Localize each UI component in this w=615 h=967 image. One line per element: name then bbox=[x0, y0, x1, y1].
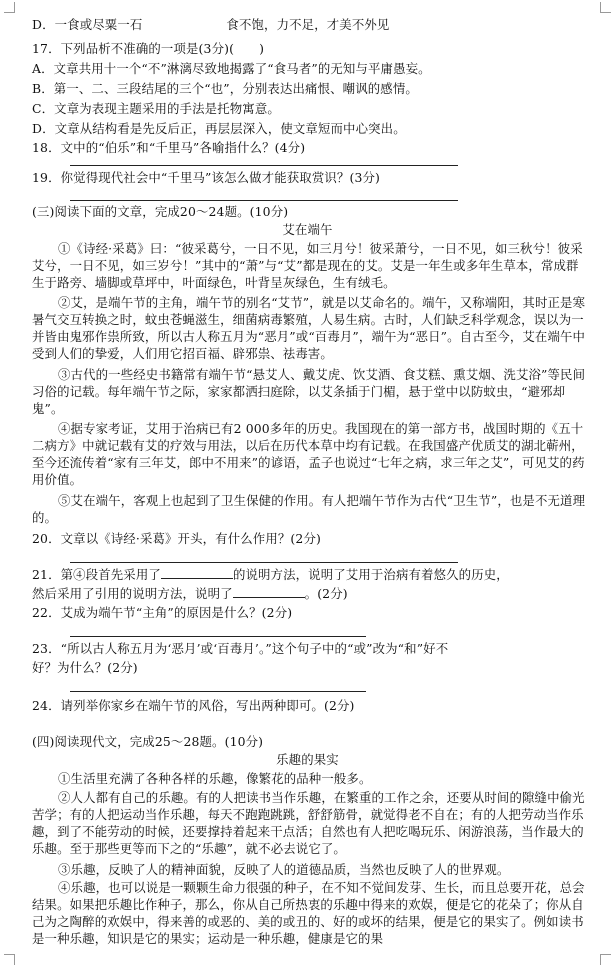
question-21-part-b: 的说明方法，说明了艾用于治病有着悠久的历史， bbox=[232, 567, 509, 582]
paragraph-r4: ④乐趣，也可以说是一颗颗生命力很强的种子，在不知不觉间发芽、生长，而且总要开花，总会结果。如果把乐趣比作种子，那么，你从自己所热衷的乐趣中得来的欢娱，便是它的花朵了；你从自己为之陶醉的欢娱中，得来善的或恶的、美的或丑的、好的或坏的结果，便是它的果实了。例如读书是一种乐趣，知识是它的果实；运动是一种乐趣，健康是它的果 bbox=[32, 880, 585, 946]
question-19: 19．你觉得现代社会中“千里马”该怎么做才能获取赏识？(3分) bbox=[32, 170, 381, 185]
question-24: 24．请列举你家乡在端午节的风俗，写出两种即可。(2分) bbox=[32, 698, 355, 713]
answer-blank-21-1[interactable] bbox=[161, 566, 233, 579]
answer-line-20[interactable] bbox=[70, 562, 458, 563]
paragraph-r2: ②人人都有自己的乐趣。有的人把读书当作乐趣，在繁重的工作之余，还要从时间的隙缝中偷光苦学；有的人把运动当作乐趣，每天不跑跑跳跳，舒舒筋骨，就觉得老不自在；有的人把劳动当作乐趣，到了不能劳动的时候，还要撑持着起来干点活；自然也有人把吃喝玩乐、闲游浪荡，当作最大的乐趣。至于那些更等而下之的“乐趣”，就不必去说它了。 bbox=[32, 790, 585, 856]
article-title-4: 乐趣的果实 bbox=[276, 752, 339, 767]
question-17-option-d: D．文章从结构看是先反后正，再层层深入，使文章短而中心突出。 bbox=[32, 121, 406, 136]
question-21-part-d: 。(2分) bbox=[304, 586, 348, 601]
option-d-row bbox=[32, 16, 588, 33]
option-d-left: D．一食或尽粟一石 bbox=[32, 17, 143, 32]
paragraph-4: ④据专家考证，艾用于治病已有2 000多年的历史。我国现在的第一部方书，战国时期的《五十二病方》中就记载有艾的疗效与用法，以后在历代本草中均有记载。在我国盛产优质艾的湖北蕲州，至今还流传着“家有三年艾，郎中不用来”的谚语，孟子也说过“七年之病，求三年之艾”，可见艾的药用价值。 bbox=[32, 421, 585, 487]
question-17-option-c: C．文章为表现主题采用的手法是托物寓意。 bbox=[32, 101, 280, 116]
crop-mark-bottom-right bbox=[600, 954, 611, 965]
paragraph-2: ②艾，是端午节的主角，端午节的别名“艾节”，就是以艾命名的。端午，又称端阳，其时正是寒暑气交互转换之时，蚊虫苍蝇滋生，细菌病毒繁殖，人易生病。古时，人们缺乏科学观念，误以为一并皆由鬼邪作祟所致，所以古人称五月为“恶月”或“百毒月”，端午为“恶日”。自古至今，艾在端午中受到人们的挚爱，人们用它招百福、辟邪祟、祛毒害。 bbox=[32, 295, 586, 361]
paragraph-3: ③古代的一些经史书籍常有端午节“悬艾人、戴艾虎、饮艾酒、食艾糕、熏艾烟、洗艾浴”等民间习俗的记载。每年端午节之际，家家都洒扫庭除，以艾条插于门楣，悬于堂中以防蚊虫，“避邪却鬼”。 bbox=[32, 367, 586, 416]
question-21-part-a: 21．第④段首先采用了 bbox=[32, 567, 161, 582]
crop-mark-top-left bbox=[4, 2, 15, 13]
question-21-line-2 bbox=[32, 585, 588, 602]
question-20: 20．文章以《诗经·采葛》开头，有什么作用？(2分) bbox=[32, 531, 321, 546]
question-23-line-2: 好？为什么？(2分) bbox=[32, 660, 138, 675]
answer-line-22[interactable] bbox=[70, 636, 366, 637]
answer-blank-21-2[interactable] bbox=[233, 585, 305, 598]
crop-mark-bottom-left bbox=[4, 954, 15, 965]
question-22: 22．艾成为端午节“主角”的原因是什么？(2分) bbox=[32, 605, 293, 620]
question-23-line-1: 23．“所以古人称五月为‘恶月’或‘百毒月’。”这个句子中的“或”改为“和”好不 bbox=[32, 641, 449, 656]
crop-mark-top-right bbox=[600, 2, 611, 13]
question-17-option-a: A．文章共用十一个“不”淋漓尽致地揭露了“食马者”的无知与平庸愚妄。 bbox=[32, 61, 431, 76]
paragraph-r3: ③乐趣，反映了人的精神面貌，反映了人的道德品质，当然也反映了人的世界观。 bbox=[58, 862, 510, 877]
paragraph-1: ①《诗经·采葛》曰：“彼采葛兮，一日不见，如三月兮！彼采萧兮，一日不见，如三秋兮！彼采艾兮，一日不见，如三岁兮！”其中的“萧”与“艾”都是现在的艾。艾是一年生或多年生草本，常成群生于路旁、墙脚或草坪中，叶面绿色，叶背呈灰绿色，生有绒毛。 bbox=[32, 241, 583, 290]
question-17: 17．下列品析不准确的一项是(3分)( ) bbox=[32, 41, 265, 56]
answer-line-23[interactable] bbox=[70, 691, 366, 692]
section-4-heading: (四)阅读现代文，完成25～28题。(10分) bbox=[32, 734, 264, 749]
paragraph-5: ⑤艾在端午，客观上也起到了卫生保健的作用。有人把端午节作为古代“卫生节”，也是不无道理的。 bbox=[32, 493, 586, 525]
answer-line-18[interactable] bbox=[70, 165, 458, 166]
question-21-part-c: 然后采用了引用的说明方法，说明了 bbox=[32, 586, 233, 601]
question-18: 18．文中的“伯乐”和“千里马”各喻指什么？(4分) bbox=[32, 140, 306, 155]
answer-line-19[interactable] bbox=[70, 200, 458, 201]
question-17-option-b: B．第一、二、三段结尾的三个“也”，分别表达出痛恨、嘲讽的感情。 bbox=[32, 81, 418, 96]
question-21-line-1 bbox=[32, 566, 588, 583]
paragraph-r1: ①生活里充满了各种各样的乐趣，像繁花的品种一般多。 bbox=[58, 771, 372, 786]
section-3-heading: (三)阅读下面的文章，完成20～24题。(10分) bbox=[32, 204, 289, 219]
article-title-3: 艾在端午 bbox=[282, 222, 333, 237]
option-d-right: 食不饱，力不足，才美不外见 bbox=[226, 17, 390, 32]
